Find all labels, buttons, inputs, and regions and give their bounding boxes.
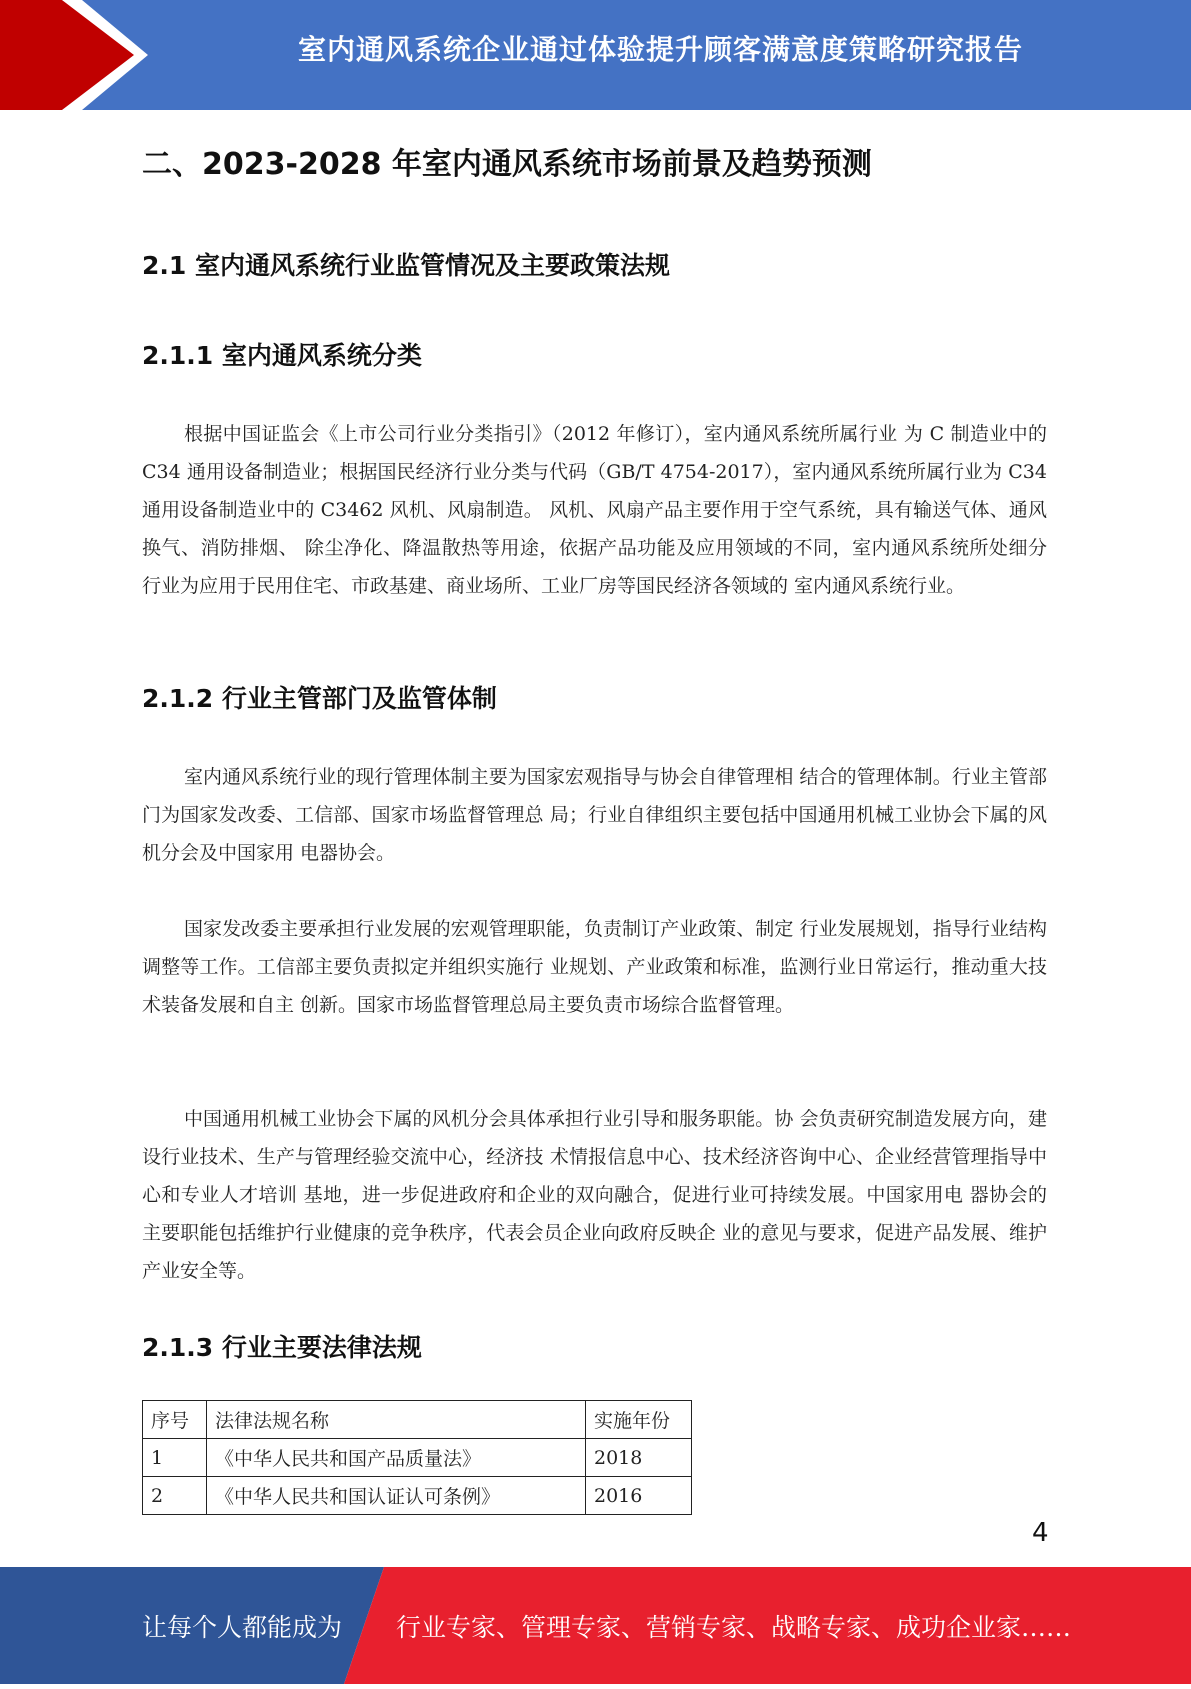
table-header-cell: 序号: [143, 1401, 207, 1439]
table-cell: 《中华人民共和国产品质量法》: [207, 1439, 586, 1477]
report-title: 室内通风系统企业通过体验提升顾客满意度策略研究报告: [297, 33, 1023, 66]
section-title: 二、2023-2028 年室内通风系统市场前景及趋势预测: [142, 147, 872, 182]
paragraph-association-duties: 中国通用机械工业协会下属的风机分会具体承担行业引导和服务职能。协 会负责研究制造发展方向，建设行业技术、生产与管理经验交流中心，经济技 术情报信息中心、技术经济咨询中心、企业经营管理指导中心和专业人才培训 基地，进一步促进政府和企业的双向融合，促进行业可持续发展。中国家用电 器协会的主要职能包括维护行业健康的竞争秩序，代表会员企业向政府反映企 业的意见与要求，促进产品发展、维护产业安全等。: [142, 1108, 1047, 1282]
paragraph-management-system: 室内通风系统行业的现行管理体制主要为国家宏观指导与协会自律管理相 结合的管理体制。行业主管部门为国家发改委、工信部、国家市场监督管理总 局；行业自律组织主要包括中国通用机械工业协会下属的风机分会及中国家用 电器协会。: [142, 766, 1047, 864]
paragraph-ndrc-duties: 国家发改委主要承担行业发展的宏观管理职能，负责制订产业政策、制定 行业发展规划，指导行业结构调整等工作。工信部主要负责拟定并组织实施行 业规划、产业政策和标准，监测行业日常运行，推动重大技术装备发展和自主 创新。国家市场监督管理总局主要负责市场综合监督管理。: [142, 918, 1047, 1016]
table-header-row: [143, 1401, 692, 1439]
table-cell: 2016: [586, 1477, 692, 1515]
table-row: [143, 1477, 692, 1515]
footer-slogan-left: 让每个人都能成为: [142, 1613, 343, 1642]
footer-banner: [0, 1567, 1191, 1684]
table-cell: 2018: [586, 1439, 692, 1477]
subsection-title-2-1: 2.1 室内通风系统行业监管情况及主要政策法规: [142, 251, 670, 280]
footer-slogan-right: 行业专家、管理专家、营销专家、战略专家、成功企业家……: [396, 1613, 1072, 1642]
header-banner: [0, 0, 1191, 110]
subsection-title-2-1-2: 2.1.2 行业主管部门及监管体制: [142, 684, 497, 713]
page-number: 4: [1032, 1518, 1049, 1548]
paragraph-classification: 根据中国证监会《上市公司行业分类指引》（2012 年修订），室内通风系统所属行业 为 C 制造业中的 C34 通用设备制造业；根据国民经济行业分类与代码（GB/T 4754-2017），室内通风系统所属行业为 C34 通用设备制造业中的 C3462 风机、风扇制造。 风机、风扇产品主要作用于空气系统，具有输送气体、通风换气、消防排烟、 除尘净化、降温散热等用途，依据产品功能及应用领域的不同，室内通风系统所处细分 行业为应用于民用住宅、市政基建、商业场所、工业厂房等国民经济各领域的 室内通风系统行业。: [142, 423, 1047, 597]
table-cell: 1: [143, 1439, 207, 1477]
table-cell: 《中华人民共和国认证认可条例》: [207, 1477, 586, 1515]
table-row: [143, 1439, 692, 1477]
table-header-cell: 法律法规名称: [207, 1401, 586, 1439]
table-header-cell: 实施年份: [586, 1401, 692, 1439]
laws-table: [142, 1400, 692, 1515]
table-cell: 2: [143, 1477, 207, 1515]
subsection-title-2-1-1: 2.1.1 室内通风系统分类: [142, 341, 422, 370]
subsection-title-2-1-3: 2.1.3 行业主要法律法规: [142, 1333, 422, 1362]
